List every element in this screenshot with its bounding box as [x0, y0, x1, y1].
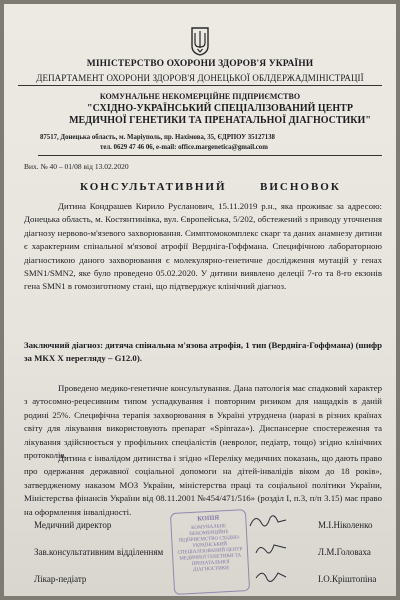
paragraph-text: Дитина Кондрашев Кирило Русланович, 15.11.2019 р.н., яка проживає за адресою: Донецька область, м. Костянтинівка, вул. Європейська, 5/202, обстежений з приводу уточнення діагнозу нервово-м'язевого захворювання. Симптомокомплекс скарг та даних анамнезу дитини є характерним спінальної м'язової атрофії Верднiга-Гоффмана. Специфічною лабораторною діагностикою даного захворювання є молекулярно-генетичне дослідження мутацій у генах SMN1/SMN2, яке було проведено 05.02.2020. У дитини виявлено делеції 7-го та 8-го екзонів гена SMN1 в гомозиготному стані, що підтверджує клінічний діагноз.	[24, 201, 382, 292]
paragraph-patient	[24, 200, 382, 294]
stamp-text: КОМУНАЛЬНЕ НЕКОМЕРЦІЙНЕ ПІДПРИЄМСТВО СХІДНО-УКРАЇНСЬКИЙ СПЕЦІАЛІЗОВАНИЙ ЦЕНТР МЕДИЧНОЇ ГЕНЕТИКИ ТА ПРЕНАТАЛЬНОЇ ДІАГНОСТИКИ	[177, 524, 243, 573]
pediatrician-signature	[254, 566, 288, 586]
center-name-line2: МЕДИЧНОЇ ГЕНЕТИКИ ТА ПРЕНАТАЛЬНОЇ ДІАГНОСТИКИ"	[69, 115, 371, 126]
final-diagnosis	[24, 339, 382, 366]
stamp-head: КОПІЯ	[197, 514, 220, 523]
head-signature	[254, 539, 288, 559]
signer-role: Лікар-педіатр	[34, 574, 87, 584]
center-name-line1: "СХІДНО-УКРАЇНСЬКИЙ СПЕЦІАЛІЗОВАНИЙ ЦЕНТР	[87, 103, 353, 114]
center-name	[62, 103, 378, 127]
document-sheet	[4, 4, 396, 596]
phone-email-line: тел. 0629 47 46 06, e-mail: office.margenetica@gmail.com	[100, 143, 268, 151]
tryzub-emblem-icon	[190, 26, 210, 56]
paragraph-text: Дитина є інвалідом дитинства і згідно «Переліку медичних показань, що дають право про одержання державної соціальної допомоги на дітей-інвалідів віком до 18 років», затвердженому наказом МОЗ України, міністерства праці та соціальної політики України, Міністерства фінансів України від 08.11.2001 №454/471/516» (розділ I, п.3, п/п 3.15) має право на оформлення інвалідності.	[24, 453, 382, 517]
copy-stamp	[170, 509, 250, 595]
header-divider	[18, 85, 382, 86]
ministry-name: МІНІСТЕРСТВО ОХОРОНИ ЗДОРОВ'Я УКРАЇНИ	[86, 59, 314, 69]
signer-role: Зав.консультативним відділенням	[34, 547, 164, 557]
diagnosis-text: Заключний діагноз: дитяча спінальна м'язова атрофія, 1 тип (Верднiга-Гоффмана) (шифр за МКХ Х перегляду – G12.0).	[24, 340, 382, 364]
signer-role: Медичний директор	[34, 520, 112, 530]
signer-name: Л.М.Головаха	[318, 547, 371, 557]
contact-address	[40, 133, 386, 152]
enterprise-type: КОМУНАЛЬНЕ НЕКОМЕРЦІЙНЕ ПІДПРИЄМСТВО	[99, 92, 301, 101]
address-divider	[38, 155, 382, 156]
title-word-1: КОНСУЛЬТАТИВНИЙ	[80, 181, 227, 193]
department-name: ДЕПАРТАМЕНТ ОХОРОНИ ЗДОРОВ'Я ДОНЕЦЬКОЇ ОБЛДЕРЖАДМІНІСТРАЦІЇ	[36, 73, 364, 83]
paragraph-counseling	[24, 382, 382, 462]
signer-name: М.І.Ніколенко	[318, 520, 373, 530]
title-word-2: ВИСНОВОК	[260, 181, 341, 193]
paragraph-text: Проведено медико-генетичне консультування. Дана патологія має спадковий характер з аутосомно-рецесивним типом успадкування і повторним ризиком для нащадків в даній родині 25%. Специфічна терапія захворювання в Україні утруднена (наразі в різних країнах світу для лікування використовують препарат «Spinraza»). Диспансерне спостереження та лікування здійснюється у профільних спеціалістів (невролог, педіатр, тощо) згідно клінічних протоколів.	[24, 383, 382, 461]
outgoing-number: Вих. № 40 – 01/08 від 13.02.2020	[24, 162, 129, 171]
signer-name: І.О.Кріштопіна	[318, 574, 377, 584]
paragraph-disability	[24, 452, 382, 519]
director-signature	[248, 510, 288, 532]
address-line: 87517, Донецька область, м. Маріуполь, пр. Нахімова, 35, ЄДРПОУ 35127138	[40, 134, 275, 141]
